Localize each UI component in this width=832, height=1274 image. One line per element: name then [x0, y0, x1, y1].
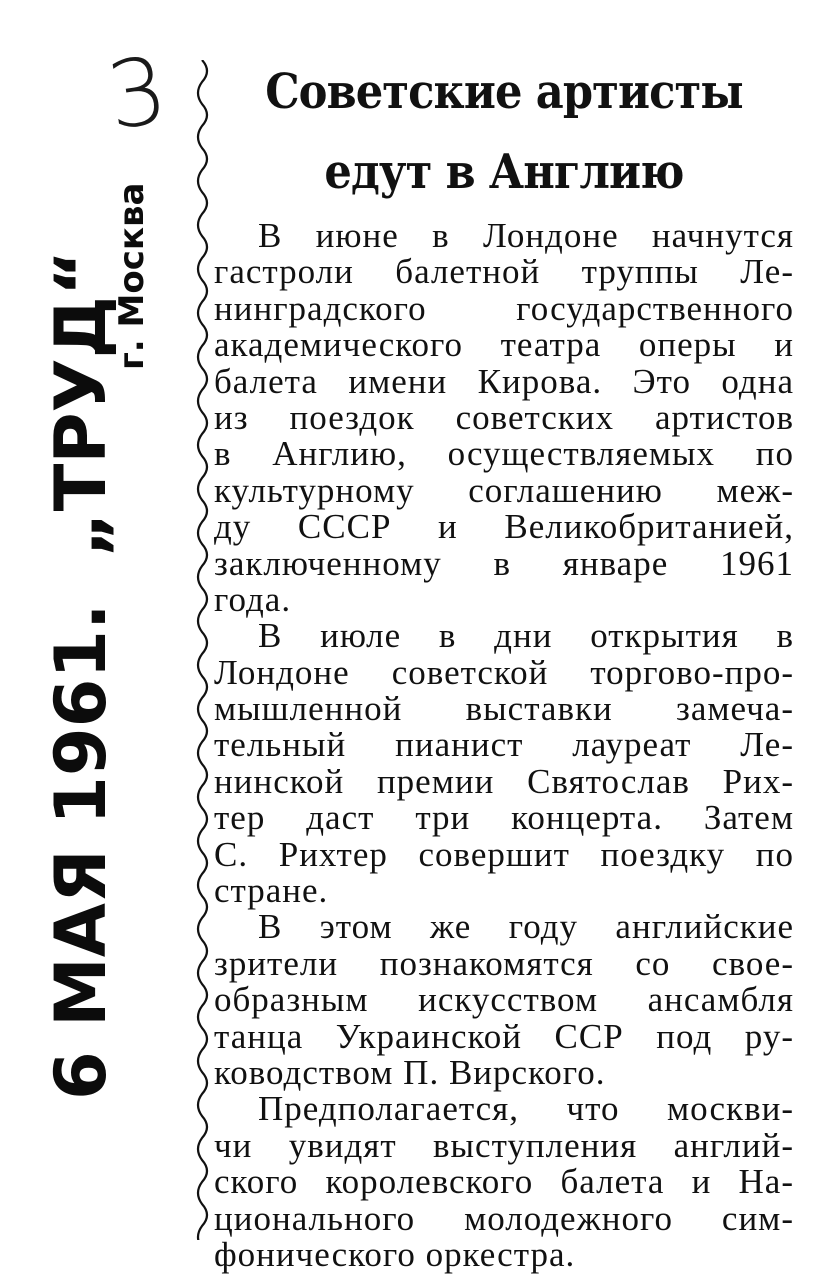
article-line: заключенному в январе 1961: [214, 543, 794, 583]
article-line: нинградского государственного: [214, 288, 794, 328]
article-line: зрители познакомятся со свое-: [214, 943, 794, 983]
article-line: образным искусством ансамбля: [214, 980, 794, 1020]
article-line: ского королевского балета и На-: [214, 1162, 794, 1202]
torn-edge-decoration: [190, 60, 216, 1240]
article: [214, 52, 794, 1273]
article-line: в Англию, осуществляемых по: [214, 434, 794, 474]
article-line: ководством П. Вирского.: [214, 1052, 606, 1092]
headline: [243, 52, 765, 212]
headline-line-2: едут в Англию: [324, 144, 684, 200]
article-line: стране.: [214, 871, 329, 911]
article-line: ционального молодежного сим-: [214, 1198, 794, 1238]
headline-line-1: Советские артисты: [265, 64, 743, 120]
article-line: В этом же году английские: [258, 907, 794, 947]
article-line: С. Рихтер совершит поездку по: [214, 834, 794, 874]
article-line: гастроли балетной труппы Ле-: [214, 252, 794, 292]
article-line: мышленной выставки замеча-: [214, 689, 794, 729]
stamp-date: 6 МАЯ 1961.: [40, 603, 122, 1100]
stamp-newspaper: „ТРУД“: [40, 250, 122, 558]
article-line: танца Украинской ССР под ру-: [214, 1016, 794, 1056]
article-line: балета имени Кирова. Это одна: [214, 361, 794, 401]
date-stamp: [40, 182, 152, 1100]
article-line: чи увидят выступления англий-: [214, 1125, 794, 1165]
article-line: Лондоне советской торгово-про-: [214, 652, 794, 692]
article-line: года.: [214, 579, 292, 619]
article-line: из поездок советских артистов: [214, 397, 794, 437]
article-line: тельный пианист лауреат Ле-: [214, 725, 794, 765]
stamp-city: г. Москва: [112, 182, 152, 370]
article-line: культурному соглашению меж-: [214, 470, 794, 510]
article-line: В июле в дни открытия в: [258, 616, 794, 656]
article-body: [214, 218, 794, 1273]
handwritten-page-number: 3: [100, 36, 174, 151]
article-line: тер даст три концерта. Затем: [214, 798, 794, 838]
article-line: Предполагается, что москви-: [258, 1089, 794, 1129]
article-line: ду СССР и Великобританией,: [214, 507, 794, 547]
article-line: В июне в Лондоне начнутся: [258, 216, 794, 255]
article-line: академического театра оперы и: [214, 325, 794, 365]
article-line: фонического оркестра.: [214, 1234, 576, 1274]
article-line: нинской премии Святослав Рих-: [214, 761, 794, 801]
